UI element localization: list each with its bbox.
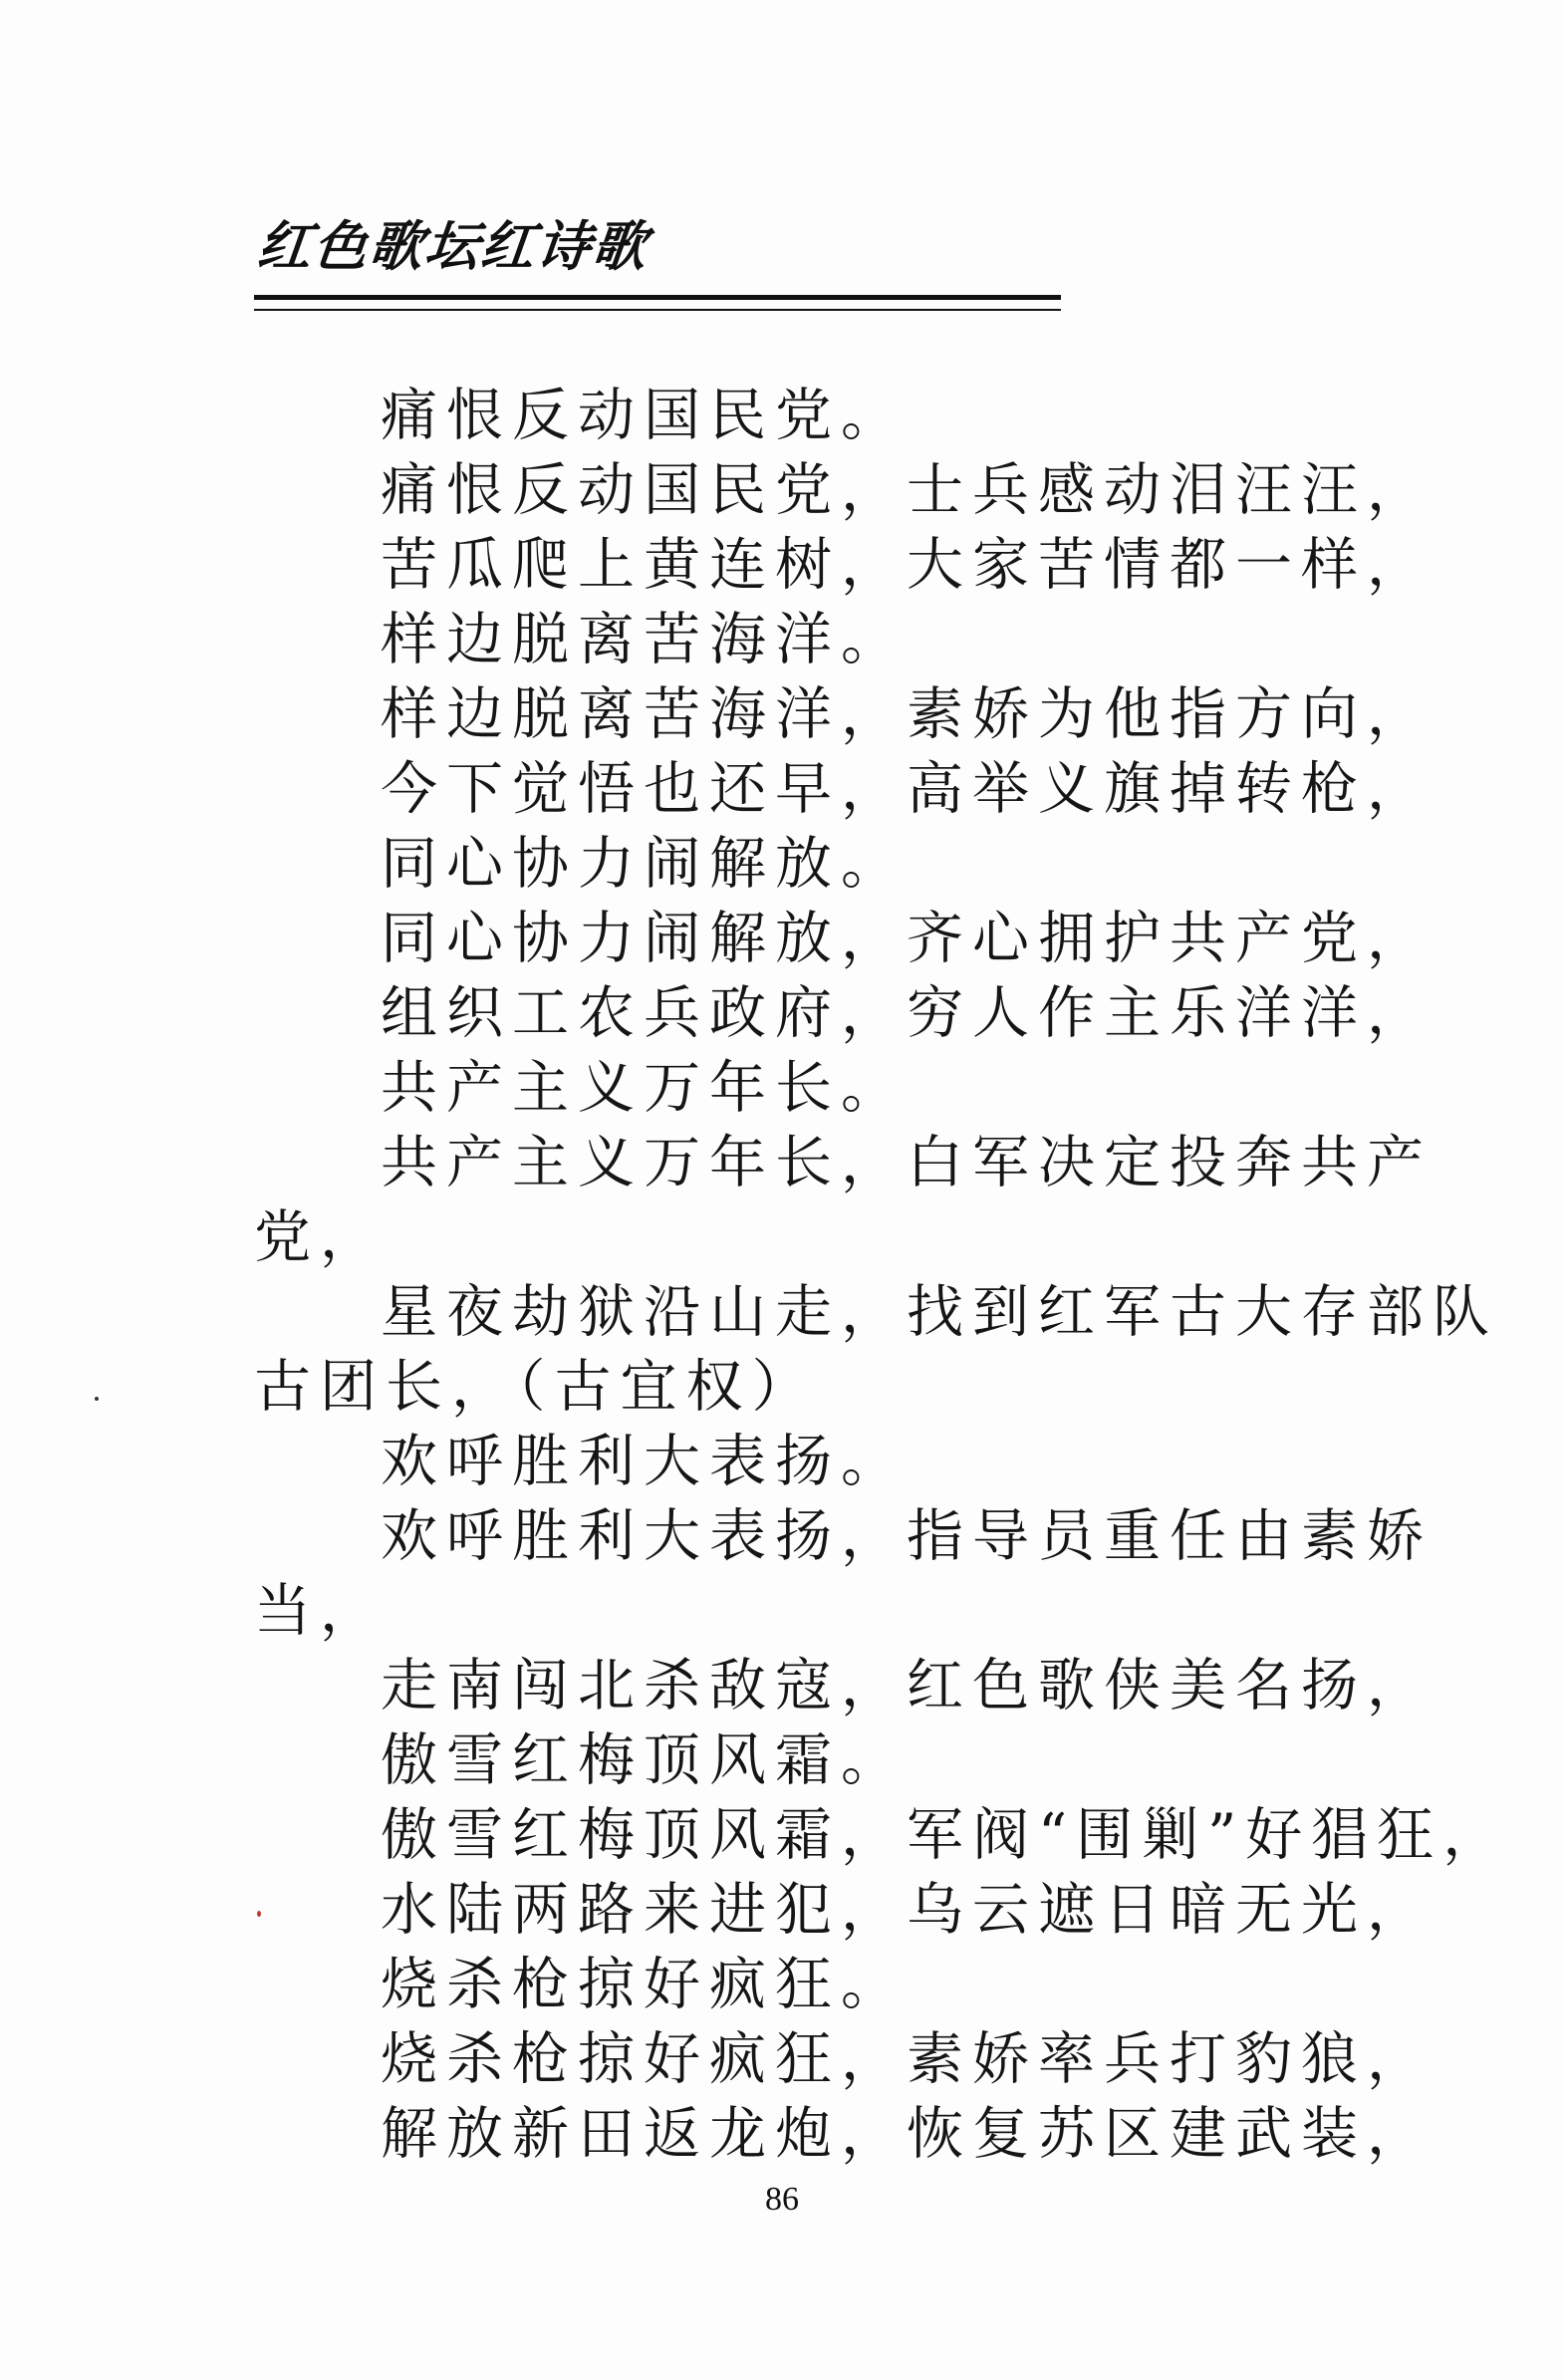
poem-line: 水陆两路来进犯，乌云遮日暗无光，	[381, 1877, 1433, 1943]
poem-line: 同心协力闹解放。	[381, 831, 907, 897]
header-rule-thick	[254, 295, 1061, 300]
poem-line: 欢呼胜利大表扬，指导员重任由素娇	[381, 1503, 1433, 1569]
poem-line: 解放新田返龙炮，恢复苏区建武装，	[381, 2101, 1433, 2167]
poem-body	[254, 379, 1509, 2172]
poem-line-continuation: 古团长，（古宜权）	[254, 1354, 818, 1420]
header-title: 红色歌坛红诗歌	[254, 214, 652, 278]
poem-line: 傲雪红梅顶风霜。	[381, 1727, 907, 1793]
running-header	[254, 211, 1061, 281]
poem-line: 欢呼胜利大表扬。	[381, 1429, 907, 1494]
poem-line: 烧杀枪掠好疯狂。	[381, 1952, 907, 2017]
poem-line: 苦瓜爬上黄连树，大家苦情都一样，	[381, 532, 1433, 598]
poem-line: 星夜劫狱沿山走，找到红军古大存部队	[381, 1279, 1498, 1345]
poem-line-continuation: 当，	[254, 1578, 386, 1644]
poem-line: 烧杀枪掠好疯狂，素娇率兵打豹狼，	[381, 2026, 1433, 2092]
page-number: 86	[765, 2181, 799, 2218]
poem-line: 走南闯北杀敌寇，红色歌侠美名扬，	[381, 1653, 1433, 1719]
poem-line: 共产主义万年长。	[381, 1055, 907, 1121]
scan-speck	[95, 1397, 99, 1401]
poem-line: 共产主义万年长，白军决定投奔共产	[381, 1130, 1433, 1195]
poem-line: 样边脱离苦海洋，素娇为他指方向，	[381, 681, 1433, 747]
poem-line: 今下觉悟也还早，高举义旗掉转枪，	[381, 756, 1433, 822]
poem-line: 同心协力闹解放，齐心拥护共产党，	[381, 906, 1433, 971]
poem-line: 傲雪红梅顶风霜，军阀“围剿”好猖狂，	[381, 1802, 1509, 1868]
poem-line: 样边脱离苦海洋。	[381, 607, 907, 672]
header-rule-thin	[254, 309, 1061, 311]
poem-line-continuation: 党，	[254, 1204, 386, 1270]
scan-speck	[257, 1911, 261, 1917]
poem-line: 痛恨反动国民党。	[381, 383, 907, 448]
poem-line: 组织工农兵政府，穷人作主乐洋洋，	[381, 980, 1433, 1046]
poem-line: 痛恨反动国民党，士兵感动泪汪汪，	[381, 457, 1433, 523]
